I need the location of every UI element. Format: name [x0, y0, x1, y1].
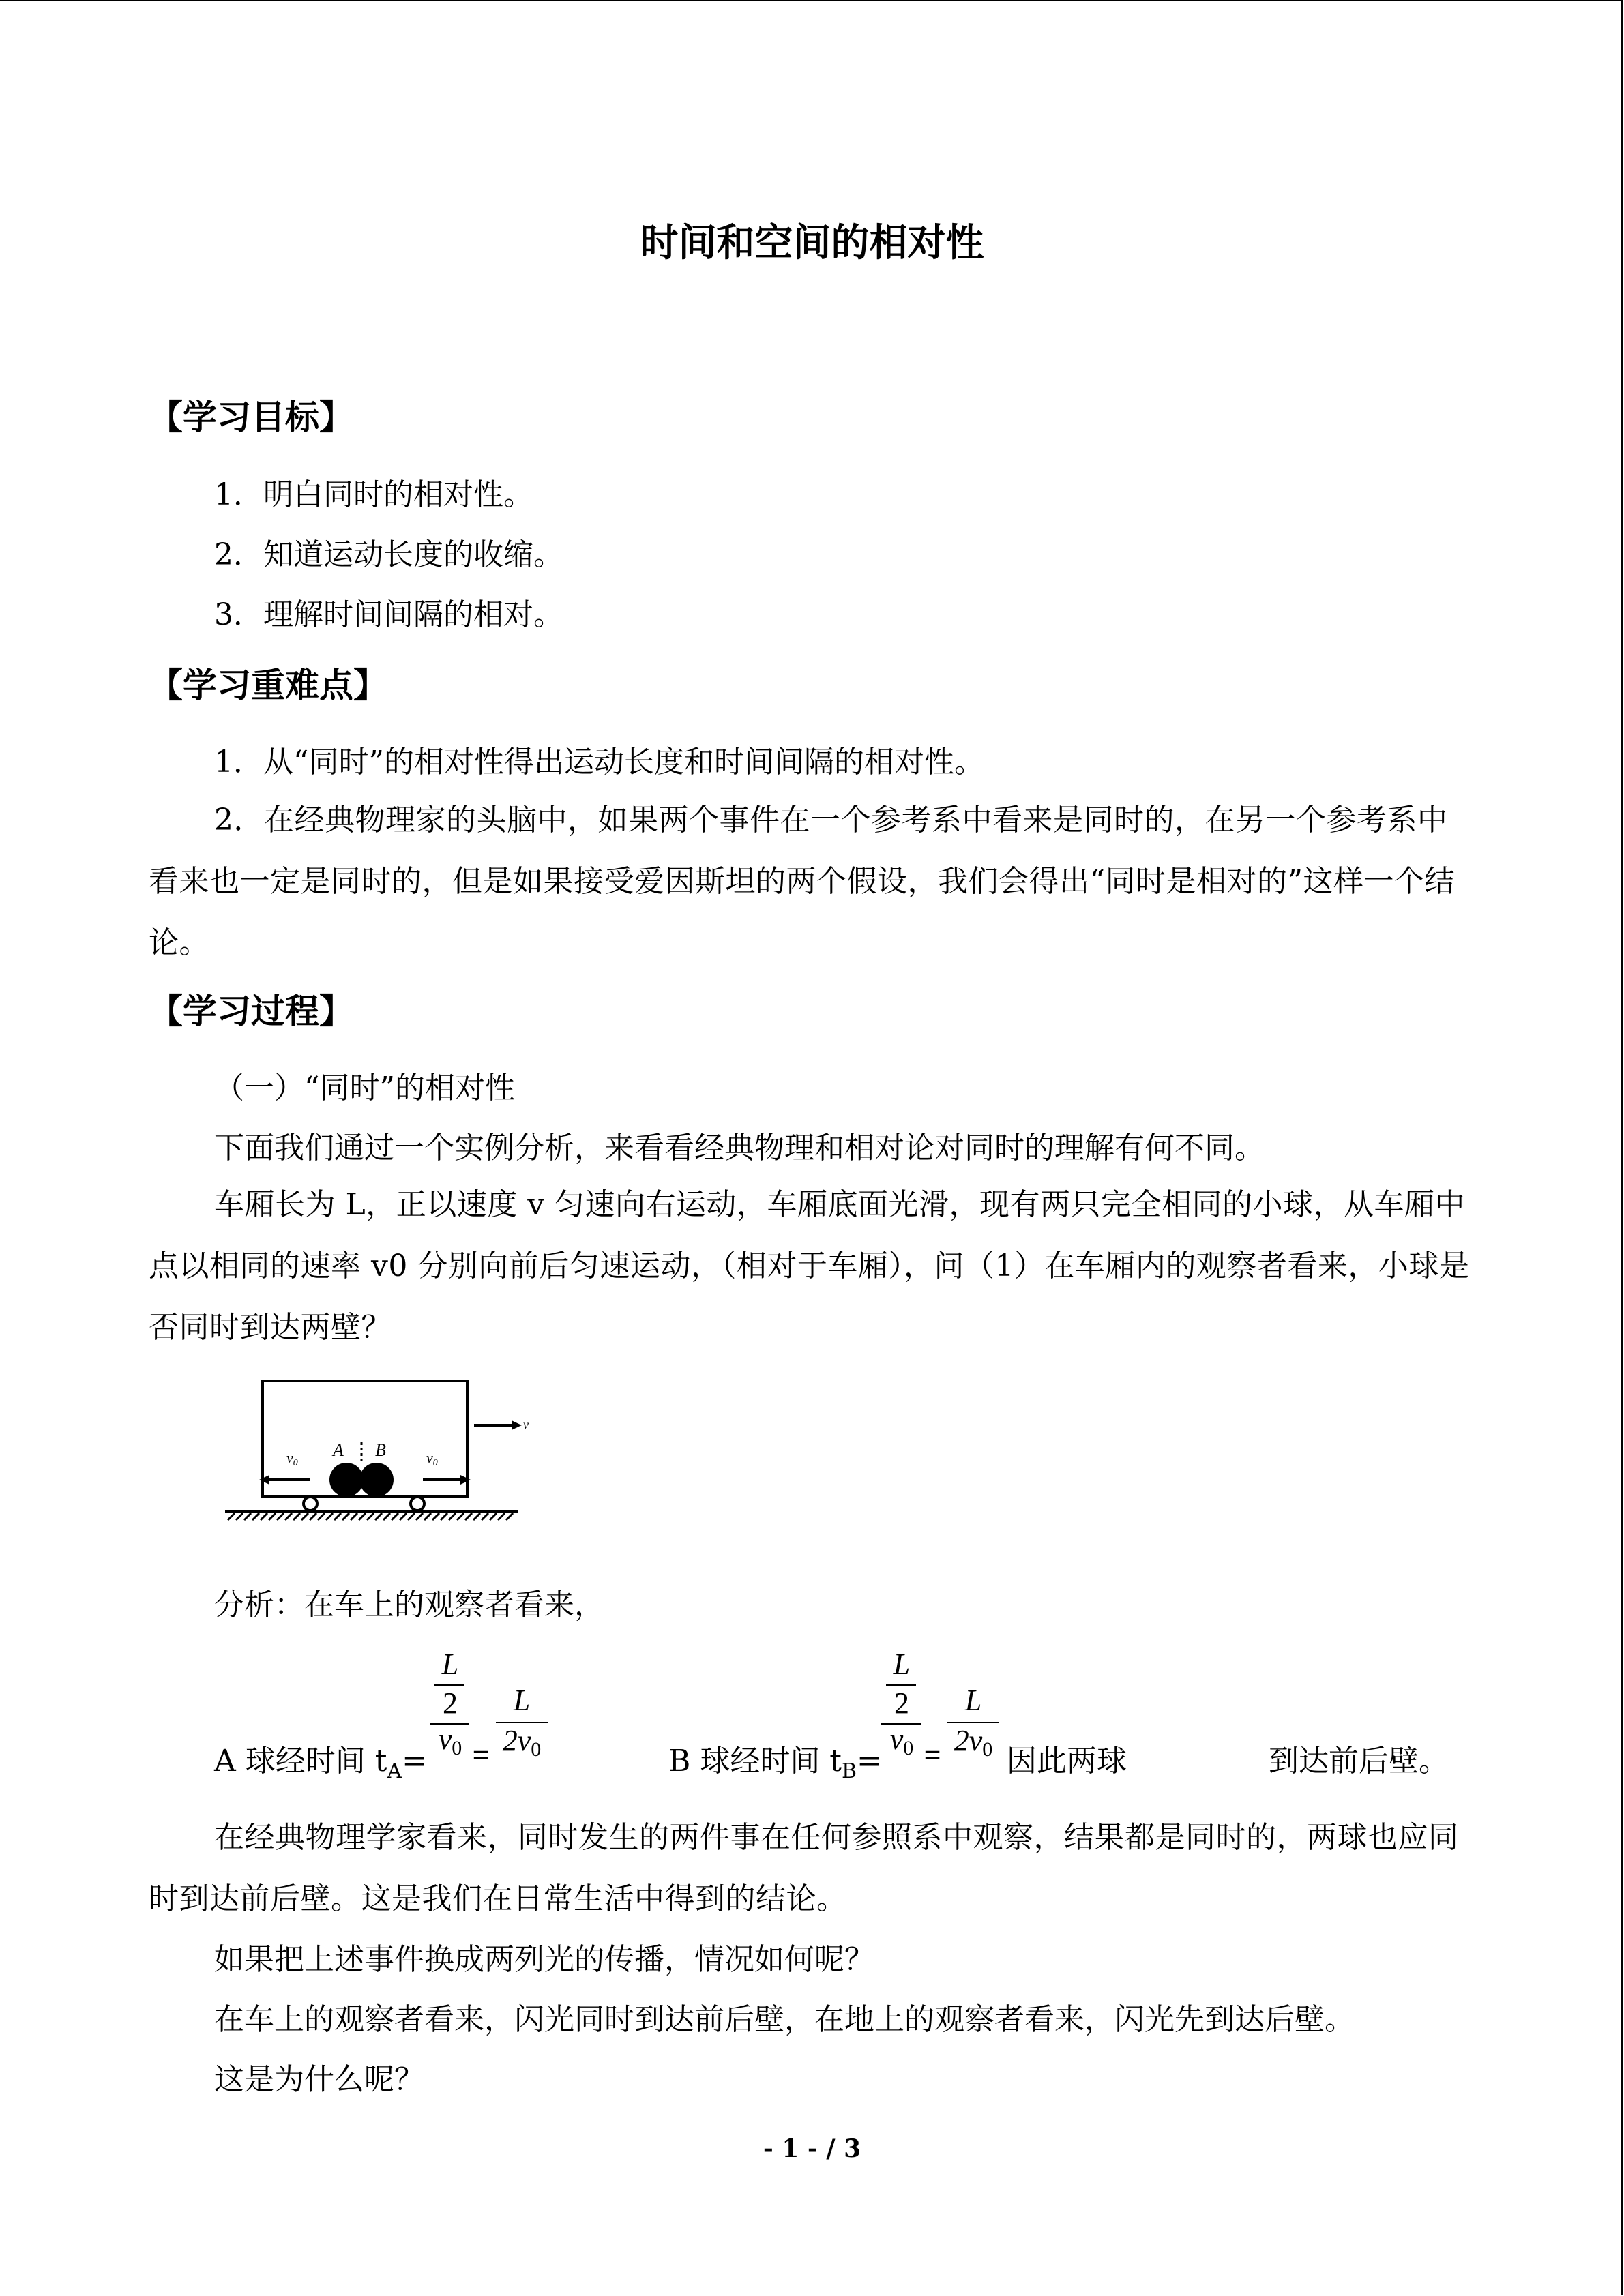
goals-heading: 【学习目标】: [149, 398, 353, 437]
frac-b-rhs-L: L: [964, 1684, 982, 1717]
ball-a: [329, 1463, 364, 1497]
key-point-2: 2．在经典物理家的头脑中，如果两个事件在一个参考系中看来是同时的，在另一个参考系中看来也一定是同时的，但是如果接受爱因斯坦的两个假设，我们会得出“同时是相对的”这样一个结论。: [149, 803, 1455, 960]
frac-a-rhs-2v0: $2v_0$: [502, 1724, 542, 1761]
velocity-label: v: [523, 1418, 529, 1431]
ball-a-arrow-head: [259, 1475, 269, 1485]
goal-item-1: 1．明白同时的相对性。: [214, 477, 533, 512]
formula-middle-text: 因此两球: [1007, 1744, 1127, 1778]
key-point-1: 1．从“同时”的相对性得出运动长度和时间间隔的相对性。: [214, 745, 984, 779]
formula-b-text: B 球经时间 $t_B=$: [668, 1744, 882, 1783]
frac-b-rhs-2v0: $2v_0$: [954, 1724, 993, 1761]
ground-hatching: [228, 1513, 513, 1520]
analysis-intro: 分析：在车上的观察者看来，: [214, 1587, 604, 1622]
goal-item-3: 3．理解时间间隔的相对。: [214, 597, 563, 632]
paragraph-intro: 下面我们通过一个实例分析，来看看经典物理和相对论对同时的理解有何不同。: [214, 1131, 1265, 1165]
page-number: - 1 - / 3: [763, 2134, 861, 2163]
frac-b-two: 2: [894, 1686, 909, 1720]
frac-a-eq: =: [472, 1738, 490, 1772]
frac-b-L: L: [893, 1648, 911, 1681]
frac-a-v0: $v_0$: [438, 1723, 462, 1759]
subsection-heading: （一）“同时”的相对性: [214, 1071, 515, 1105]
ball-b: [359, 1463, 394, 1497]
wheel-right: [411, 1497, 424, 1510]
train-car-figure: [218, 1374, 529, 1531]
key-points-heading: 【学习重难点】: [149, 666, 387, 705]
ball-b-arrow-head: [460, 1475, 471, 1485]
paragraph-light-question: 如果把上述事件换成两列光的传播，情况如何呢？: [214, 1942, 874, 1977]
frac-b-v0: $v_0$: [889, 1723, 914, 1759]
formula-a-text: A 球经时间 $t_A=$: [214, 1744, 427, 1783]
frac-b-eq: =: [924, 1738, 941, 1772]
frac-a-L: L: [441, 1648, 459, 1681]
ball-b-label: B: [375, 1440, 386, 1460]
ball-a-label: A: [333, 1440, 344, 1460]
formula-end-text: 到达前后壁。: [1269, 1744, 1449, 1778]
ball-a-speed-label: v0: [286, 1449, 298, 1468]
page-title: 时间和空间的相对性: [640, 221, 984, 265]
wheel-left: [304, 1497, 317, 1510]
frac-a-two: 2: [443, 1686, 458, 1720]
goal-item-2: 2．知道运动长度的收缩。: [214, 537, 563, 572]
frac-a-rhs-L: L: [513, 1684, 531, 1717]
paragraph-why: 这是为什么呢？: [214, 2062, 424, 2097]
ball-b-speed-label: v0: [426, 1449, 438, 1468]
process-heading: 【学习过程】: [149, 992, 353, 1031]
paragraph-classical: 在经典物理学家看来，同时发生的两件事在任何参照系中观察，结果都是同时的，两球也应同时到达前后壁。这是我们在日常生活中得到的结论。: [149, 1820, 1459, 1916]
paragraph-problem: 车厢长为 L，正以速度 v 匀速向右运动，车厢底面光滑，现有两只完全相同的小球，从车厢中点以相同的速率 v0 分别向前后匀速运动，（相对于车厢），问（1）在车厢内的观察者看来，小球是否同时到达两壁？: [149, 1187, 1470, 1345]
velocity-arrow-head: [512, 1420, 522, 1430]
paragraph-light-observation: 在车上的观察者看来，闪光同时到达前后壁，在地上的观察者看来，闪光先到达后壁。: [214, 2002, 1355, 2037]
